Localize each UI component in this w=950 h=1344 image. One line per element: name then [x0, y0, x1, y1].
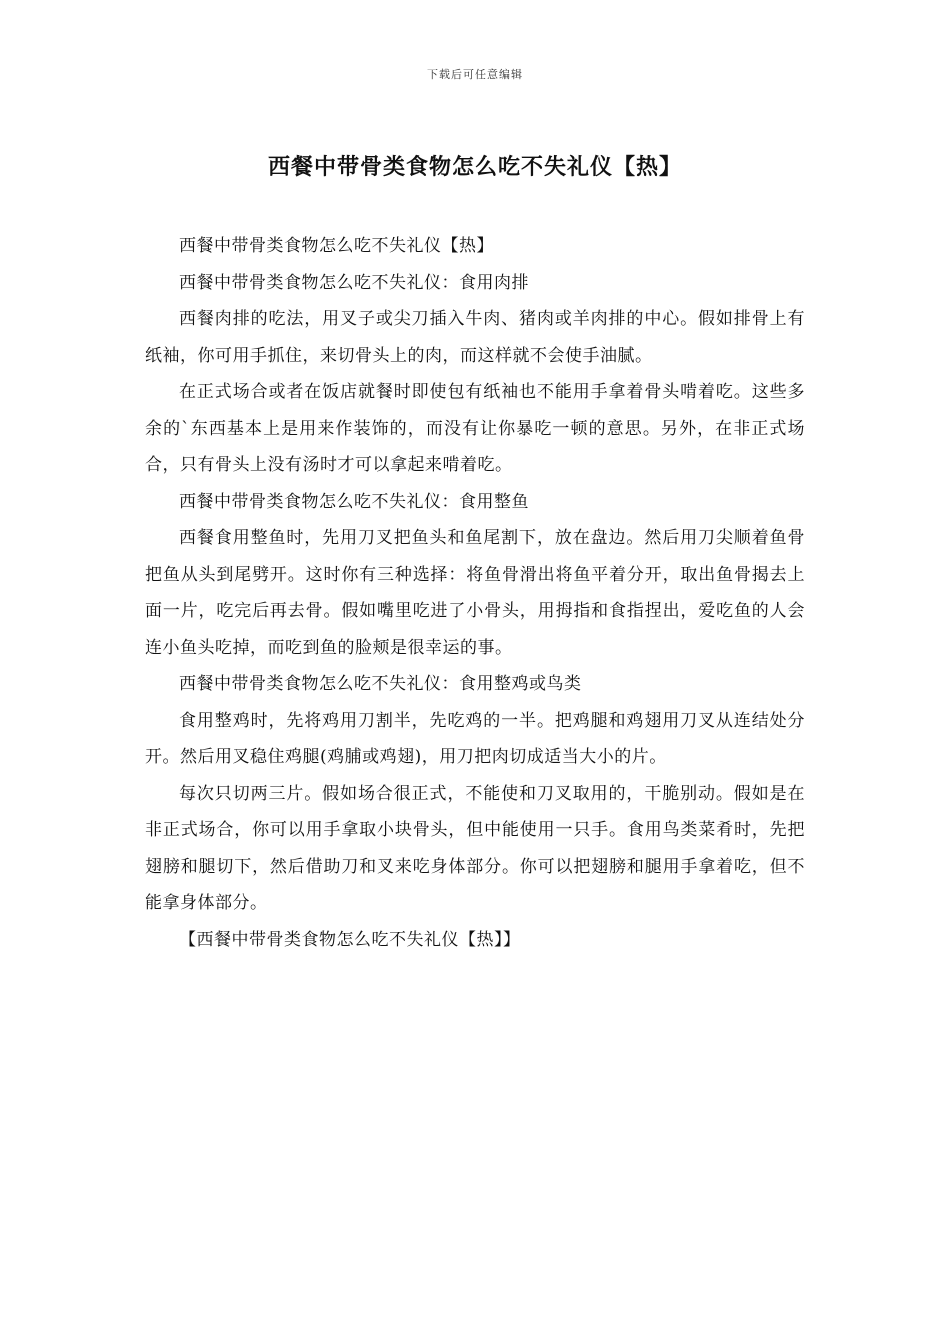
- document-title: 西餐中带骨类食物怎么吃不失礼仪【热】: [267, 154, 682, 180]
- paragraph-steak: 西餐肉排的吃法，用叉子或尖刀插入牛肉、猪肉或羊肉排的中心。假如排骨上有纸袖，你可用手抓住，来切骨头上的肉，而这样就不会使手油腻。: [145, 309, 805, 366]
- section-heading-steak: 西餐中带骨类食物怎么吃不失礼仪：食用肉排: [179, 272, 529, 293]
- paragraph-intro: 西餐中带骨类食物怎么吃不失礼仪【热】: [179, 236, 494, 256]
- section-heading-fish: 西餐中带骨类食物怎么吃不失礼仪：食用整鱼: [179, 491, 529, 512]
- paragraph-chicken: 食用整鸡时，先将鸡用刀割半，先吃鸡的一半。把鸡腿和鸡翅用刀叉从连结处分开。然后用叉稳住鸡腿(鸡脯或鸡翅)，用刀把肉切成适当大小的片。: [145, 710, 805, 767]
- paragraph-formal-occasion: 在正式场合或者在饭店就餐时即使包有纸袖也不能用手拿着骨头啃着吃。这些多余的`东西基本上是用来作装饰的，而没有让你暴吃一顿的意思。另外，在非正式场合，只有骨头上没有汤时才可以拿起来啃着吃。: [145, 382, 805, 475]
- section-heading-chicken: 西餐中带骨类食物怎么吃不失礼仪：食用整鸡或鸟类: [179, 674, 582, 694]
- header-note: 下载后可任意编辑: [427, 68, 523, 81]
- paragraph-closing: 【西餐中带骨类食物怎么吃不失礼仪【热】】: [179, 929, 521, 950]
- paragraph-slicing: 每次只切两三片。假如场合很正式，不能使和刀叉取用的，干脆别动。假如是在非正式场合，你可以用手拿取小块骨头，但中能使用一只手。食用鸟类菜肴时，先把翅膀和腿切下，然后借助刀和叉来吃身体部分。你可以把翅膀和腿用手拿着吃，但不能拿身体部分。: [145, 783, 805, 913]
- paragraph-fish: 西餐食用整鱼时，先用刀叉把鱼头和鱼尾割下，放在盘边。然后用刀尖顺着鱼骨把鱼从头到尾劈开。这时你有三种选择：将鱼骨滑出将鱼平着分开，取出鱼骨揭去上面一片，吃完后再去骨。假如嘴里吃进了小骨头，用拇指和食指捏出，爱吃鱼的人会连小鱼头吃掉，而吃到鱼的脸颊是很幸运的事。: [145, 528, 805, 658]
- document-body: [145, 228, 805, 958]
